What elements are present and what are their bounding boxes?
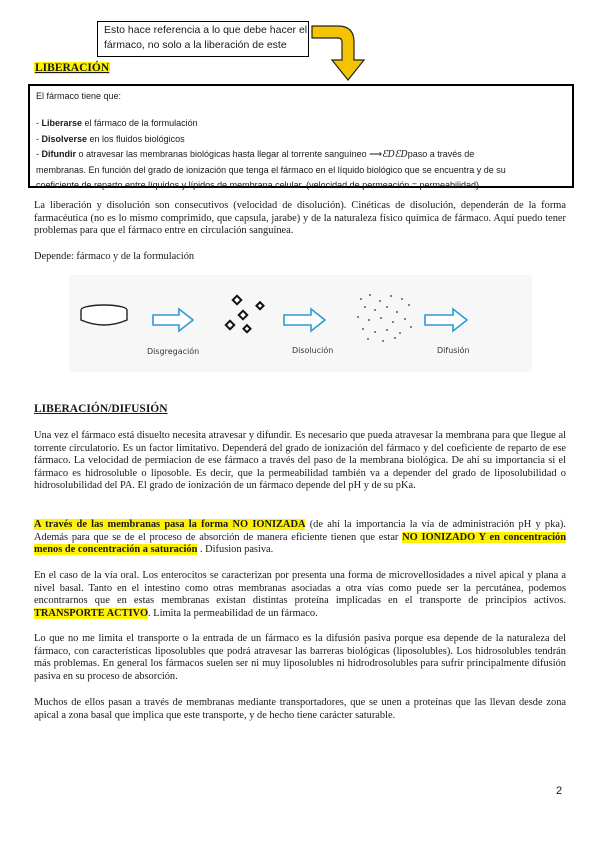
process-diagram (69, 275, 532, 372)
box-intro: El fármaco tiene que: (36, 91, 122, 101)
label-disolucion: Disolución (292, 346, 334, 355)
heading-liberacion-difusion: LIBERACIÓN/DIFUSIÓN (34, 403, 168, 415)
box-item-disolverse: - Disolverse en los fluidos biológicos (36, 133, 185, 144)
label-disgregacion: Disgregación (147, 347, 200, 356)
callout-line-1: Esto hace referencia a lo que debe hacer el (104, 24, 308, 36)
callout-note (97, 21, 309, 57)
label-difusion: Difusión (437, 346, 470, 355)
paragraph-difusion-pasiva: Lo que no me limita el transporte o la entrada de un fármaco es la difusión pasiva porque esa depende de la naturaleza del fármaco, con características liposolubles que podrá atravesar las barreras biológicas (liposolubles). Los hidrosolubles tendrán más problemas. En general los fármacos suelen ser ni muy liposolubles ni hidrodrosolubles para sufrir principalmente difusión pasiva en su proceso de absorción. (34, 633, 566, 682)
page-number: 2 (556, 785, 563, 797)
paragraph-difundir: Una vez el fármaco está disuelto necesita atravesar y difundir. Es necesario que pueda atravesar la membrana para que llegue al torrente circulatorio. Es un factor limitativo. Dependerá del grado de ionización del fármaco y del coeficiente de reparto de ese fármaco. La velocidad de permiacion de ese fármaco a través del paso de la membrana biológica. De ahí su importancia si el fármaco es hidrosoluble o liposoble. Es decir, que la permeabilidad también va a depender del grado de liposolubilidad o hidrosolubilidad del PA. El grado de ionización de un fármaco depende del pH y de su pKa. (34, 430, 566, 491)
box-item-liberarse: - Liberarse el fármaco de la formulación (36, 118, 198, 129)
paragraph-no-ionizada: A través de las membranas pasa la forma NO IONIZADA (de ahí la importancia la vía de administración pH y pka). Además para que se de el proceso de absorción de manera eficiente tienen que estar NO IONIZADO Y en concentración menos de concentración a saturación . Difusion pasiva. (34, 519, 566, 555)
box-item-difundir-line2: membranas. En función del grado de ionización que tenga el fármaco en el líquido biológico que se encuentra y de su (36, 165, 506, 176)
tablet-icon (81, 305, 127, 325)
box-item-difundir: - Difundir o atravesar las membranas biológicas hasta llegar al torrente sanguíneo ⟶ƐDƐDpaso a través de (36, 148, 475, 160)
paragraph-transportadores: Muchos de ellos pasan a través de membranas mediante transportadores, que se unen a proteínas que las llevan desde zona apical a zona basal que implica que este transporte, y de hecho tiene carácter saturable. (34, 697, 566, 721)
process-diagram-svg (69, 275, 532, 372)
requirements-box (28, 84, 574, 191)
arrow-icon-3 (425, 309, 467, 331)
granules-icon (226, 296, 264, 332)
callout-line-2: fármaco, no solo a la liberación de este (104, 39, 287, 51)
paragraph-disolucion: La liberación y disolución son consecutivos (velocidad de disolución). Cinéticas de disolución, dependerán de la forma farmacéutica (no es lo mismo comprimido, que capsula, jarabe) y de la naturaleza físico química de fármaco. Aquí puedo tener problemas para que el fármaco entre en circulación sanguínea. (34, 200, 566, 236)
curved-arrow-icon (310, 20, 370, 82)
arrow-icon-2 (284, 309, 325, 331)
paragraph-depende: Depende: fármaco y de la formulación (34, 251, 195, 262)
heading-liberacion: LIBERACIÓN (35, 62, 110, 74)
paragraph-via-oral: En el caso de la vía oral. Los enterocitos se caracterizan por presenta una forma de microvellosidades a nivel apical y plana a nivel basal. Tanto en el intestino como otras membranas asociadas a otra vías como puede ser la percutánea, podemos encontrarnos que en estas membranas existan distintas proteína implicadas en el transporte de principios activos. TRANSPORTE ACTIVO. Limita la permeabilidad de un fármaco. (34, 570, 566, 619)
dissolved-particles-icon (357, 294, 412, 342)
box-item-difundir-line3: coeficiente de reparto entre líquidos y lípidos de membrana celular. (velocidad de permeación = permeabilidad) (36, 180, 480, 191)
arrow-icon-1 (153, 309, 193, 331)
